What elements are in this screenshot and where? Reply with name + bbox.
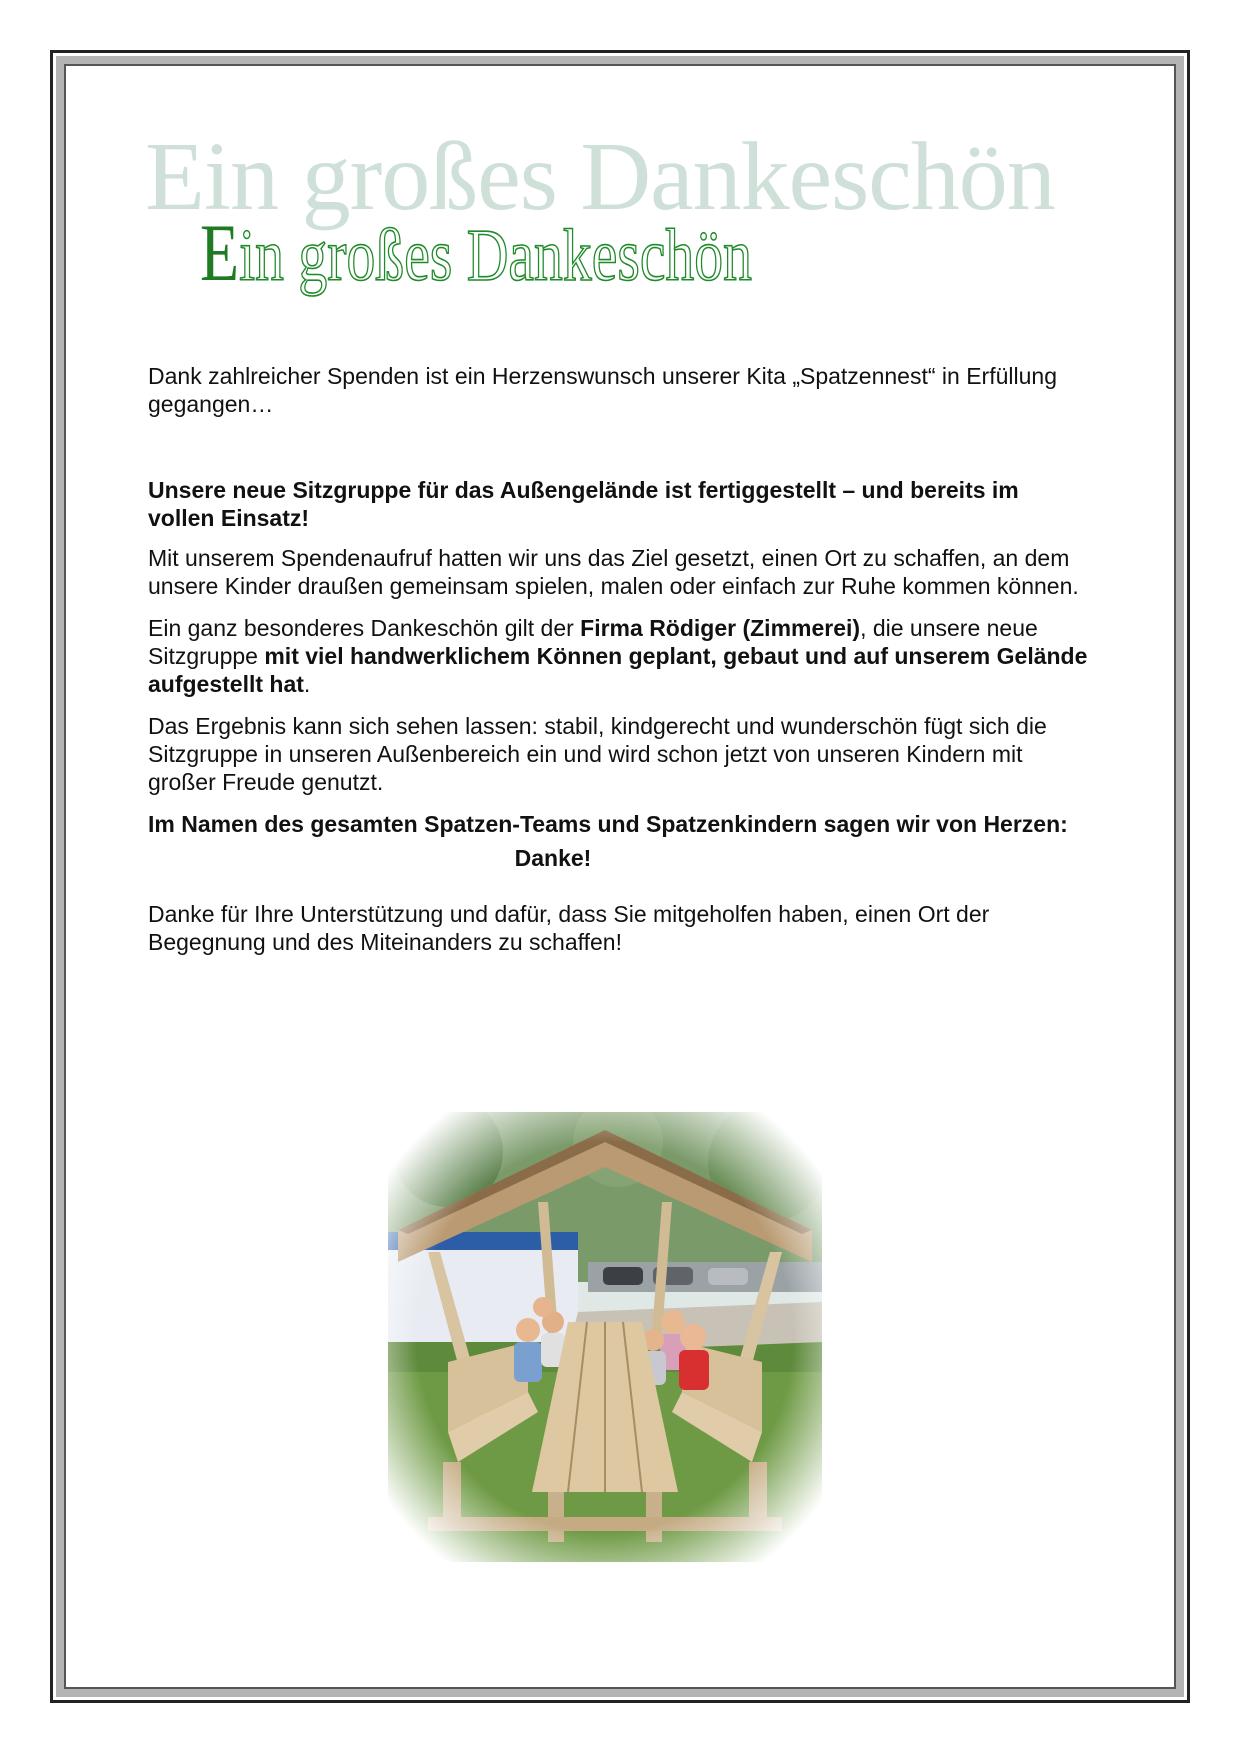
result-paragraph: Das Ergebnis kann sich sehen lassen: stabil, kindgerecht und wunderschön fügt sich die Sitzgruppe in unseren Außenbereich ein und wird schon jetzt von unseren Kindern mit großer Freude genutzt.	[148, 713, 1047, 795]
thanks-text-2: , die unsere neue Sitzgruppe	[148, 615, 1038, 669]
headline-paragraph: Unsere neue Sitzgruppe für das Außengelände ist fertiggestellt – und bereits im vollen Einsatz!	[148, 477, 1019, 531]
photo-illustration	[388, 1112, 822, 1562]
intro-paragraph: Dank zahlreicher Spenden ist ein Herzenswunsch unserer Kita „Spatzennest“ in Erfüllung gegangen…	[148, 363, 1057, 417]
goal-paragraph: Mit unserem Spendenaufruf hatten wir uns das Ziel gesetzt, einen Ort zu schaffen, an dem unsere Kinder draußen gemeinsam spielen, malen oder einfach zur Ruhe kommen können.	[148, 545, 1079, 599]
thanks-text-1: Ein ganz besonderes Dankeschön gilt der	[148, 615, 581, 641]
thanks-paragraph	[148, 614, 1088, 698]
title-shadow: Ein großes Dankeschön	[145, 123, 1055, 231]
title-rest: in großes Dankeschön	[239, 215, 753, 297]
page-title	[200, 207, 753, 298]
thanks-bold: mit viel handwerklichem Können geplant, gebaut und auf unserem Gelände aufgestellt hat	[148, 643, 1088, 697]
team-paragraph: Im Namen des gesamten Spatzen-Teams und Spatzenkindern sagen wir von Herzen:	[148, 811, 1068, 837]
photo-seating-group	[388, 1112, 822, 1562]
title-initial: E	[200, 207, 240, 298]
letter-body	[148, 362, 1088, 956]
closing-paragraph: Danke für Ihre Unterstützung und dafür, dass Sie mitgeholfen haben, einen Ort der Begegnung und des Miteinanders zu schaffen!	[148, 901, 990, 955]
firm-name: Firma Rödiger (Zimmerei)	[580, 615, 861, 641]
danke-line: Danke!	[514, 845, 592, 871]
thanks-end: .	[303, 671, 311, 697]
